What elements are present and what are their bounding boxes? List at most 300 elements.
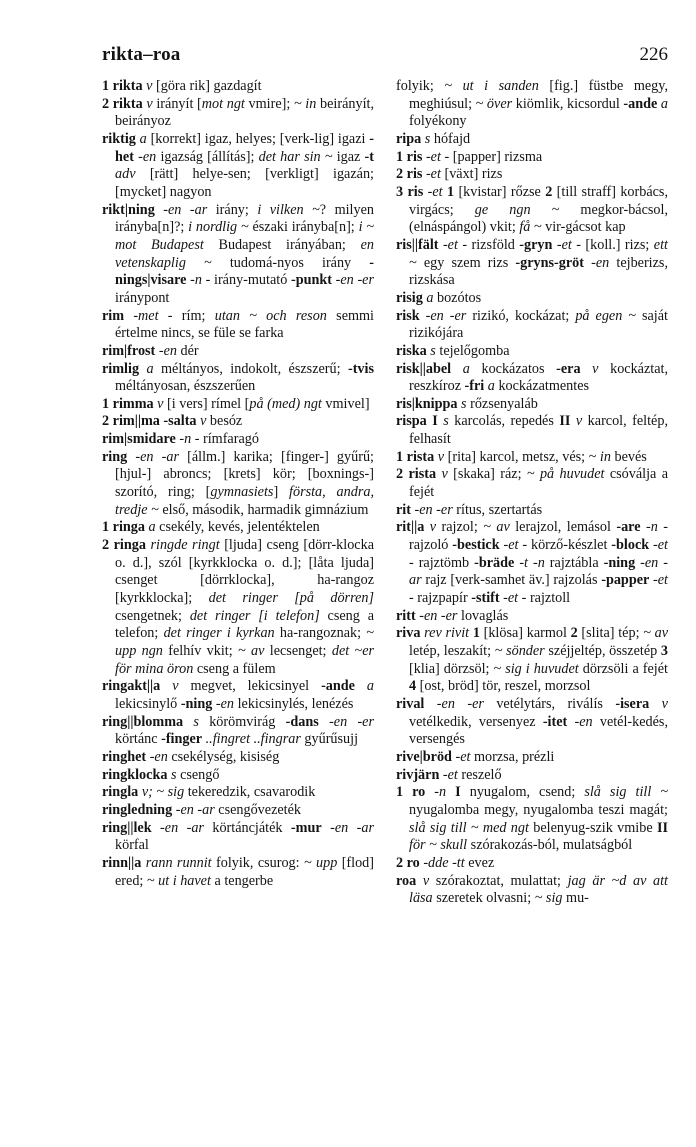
entry-text (446, 784, 455, 800)
entry-text: - rajzpapír (409, 590, 472, 607)
entry-grammar: a (484, 378, 499, 395)
entry-text: [ost, bröd] tör, reszel, morzsol (416, 678, 591, 695)
entry-text: rítus, szertartás (452, 501, 543, 518)
dictionary-entry (396, 625, 668, 696)
entry-grammar: i ~ mot Budapest (115, 219, 374, 253)
dictionary-entry (102, 537, 374, 678)
entry-headword: ringklocka (102, 766, 168, 783)
entry-text: lovaglás (457, 607, 509, 624)
entry-grammar: -en -er (419, 307, 467, 324)
dictionary-entry (102, 131, 374, 202)
dictionary-entry (396, 361, 668, 396)
entry-text: [i vers] rímel [ (167, 395, 250, 412)
entry-grammar: s (426, 342, 440, 359)
entry-text: felhív vkit; (162, 643, 239, 659)
entry-text: [klia] dörzsöl; (409, 660, 494, 677)
entry-text: folyékony (409, 113, 467, 130)
entry-grammar: ~ sig i huvudet (493, 660, 579, 677)
entry-text: [göra rik] gazdagít (156, 78, 262, 94)
entry-grammar: -en -er (424, 695, 484, 712)
entry-grammar: v (570, 413, 588, 430)
entry-grammar: v (416, 872, 436, 889)
entry-text: vir-gácsot kap (541, 219, 626, 236)
entry-grammar: -en (212, 695, 235, 712)
dictionary-entry (102, 678, 374, 713)
entry-text: [till straff] korbács, virgács; (409, 183, 668, 218)
entry-grammar: v (196, 413, 210, 430)
entry-grammar: -en -ar (154, 201, 208, 218)
entry-grammar: ~ av (238, 643, 265, 659)
entry-text: széjjeltép, összetép (544, 643, 661, 659)
entry-text: tekeredzik, csavarodik (184, 784, 316, 801)
entry-grammar: v (436, 466, 454, 483)
entry-grammar: ~ upp ngn (115, 625, 374, 659)
entry-headword: 2 rista (396, 466, 437, 483)
right-column (396, 78, 668, 908)
entry-text: mu- (562, 890, 589, 907)
entry-grammar: -met (124, 307, 159, 324)
entry-grammar: s (443, 413, 455, 430)
entry-text: - körző-készlet (518, 537, 612, 554)
entry-grammar: ~ in (293, 95, 317, 112)
entry-text: irány; (207, 201, 258, 218)
dictionary-entry (396, 873, 668, 908)
entry-headword: riska (396, 342, 427, 359)
entry-headword: ringakt||a (102, 678, 161, 695)
entry-text: kockáztat, reszkíroz (409, 360, 668, 395)
entry-text: karcol, feltép, felhasít (409, 413, 668, 448)
entry-grammar: -en (583, 254, 610, 271)
entry-text: - irány-mutató (201, 272, 291, 289)
entry-text: ] (273, 484, 290, 501)
entry-grammar: v (142, 78, 156, 94)
entry-headword: 1 rimma (102, 395, 154, 412)
entry-text: csóválja a fejét (409, 466, 668, 501)
entry-text: - [koll.] rizs; (571, 236, 654, 253)
entry-text: reszelő (457, 766, 502, 783)
entry-text: morzsa, prézli (470, 748, 555, 765)
entry-grammar: a (354, 678, 374, 695)
entry-grammar: -et (422, 148, 441, 165)
entry-headword: -papper (601, 572, 650, 589)
entry-text: karcolás, repedés (454, 413, 560, 430)
entry-grammar: a (144, 519, 160, 536)
entry-grammar: -et (499, 590, 519, 607)
dictionary-entry (102, 396, 374, 414)
entry-headword: 3 (660, 643, 668, 659)
entry-grammar: i nordlig ~ (188, 219, 249, 236)
dictionary-entry (102, 449, 374, 520)
entry-grammar: v (142, 95, 157, 112)
entry-headword: 3 ris (396, 183, 424, 200)
entry-headword: riva (396, 625, 421, 642)
entry-grammar: -et (499, 537, 519, 554)
dictionary-entry (102, 714, 374, 749)
entry-grammar: det ~er för mina öron (115, 643, 375, 677)
entry-headword: ris||fält (396, 236, 439, 253)
dictionary-entry (102, 855, 374, 890)
dictionary-entry (396, 449, 668, 467)
entry-headword: -block (611, 537, 650, 554)
entry-headword: ritt (396, 607, 416, 624)
entry-grammar: det ringer i kyrkan (163, 625, 275, 642)
dictionary-entry (396, 608, 668, 626)
dictionary-entry (102, 361, 374, 396)
entry-headword: II (559, 413, 571, 430)
entry-text: [växt] rizs (440, 166, 503, 183)
entry-text: - rím; (158, 307, 215, 324)
entry-text: [rita] karcol, metsz, vés; (447, 448, 589, 465)
entry-text: vetél-kedés, versengés (409, 713, 668, 748)
entry-grammar: -en -ar (409, 554, 668, 589)
entry-headword: rit||a (396, 519, 425, 536)
entry-text: vetélytárs, riválís (483, 695, 616, 712)
entry-grammar: ~ sig (534, 890, 563, 907)
entry-headword: 2 rikta (102, 95, 143, 112)
entry-text: körömvirág (209, 713, 286, 730)
entry-headword: 4 (409, 678, 417, 695)
entry-grammar: ~ på huvudet (526, 466, 605, 483)
entry-headword: ringledning (102, 801, 173, 818)
entry-text: ? milyen irányba[n]?; (115, 201, 374, 236)
entry-text: - rímfaragó (191, 431, 259, 448)
entry-headword: -are (616, 519, 641, 536)
entry-text: - rizsföld (457, 236, 520, 253)
entry-text: vmire]; (244, 95, 294, 112)
entry-grammar: gymnasiets (210, 484, 274, 501)
entry-text: nyugalomba megy, nyugalomba teszi magát; (409, 801, 668, 818)
dictionary-entry (102, 202, 374, 308)
entry-text: semmi értelme nincs, se füle se farka (115, 307, 375, 342)
entry-headword: ris|knippa (396, 395, 458, 412)
entry-text: - [papper] rizsma (440, 148, 543, 165)
dictionary-entry (396, 343, 668, 361)
entry-grammar: v (424, 519, 442, 536)
entry-grammar: ~ över (475, 95, 513, 112)
entry-grammar: v; ~ sig (138, 784, 185, 801)
entry-text: [állm.] karika; [finger-] gyűrű; [hjul-] abroncs; [krets] kör; [boxnings-] szorító, ring; [ (115, 448, 374, 501)
entry-text: első, második, harmadik gimnázium (158, 501, 369, 518)
entry-text: kiömlik, kicsordul (512, 95, 624, 112)
entry-text: bevés (610, 448, 647, 465)
page-header (102, 44, 668, 76)
dictionary-entry (396, 396, 668, 414)
entry-headword: -dans (285, 713, 319, 730)
entry-grammar: slå sig till ~ med ngt (409, 819, 529, 836)
entry-headword: I (455, 784, 461, 801)
entry-grammar: det ringer [på dörren] (208, 590, 374, 607)
entry-text: ha-rangoznak; (274, 625, 367, 642)
dictionary-entry (102, 343, 374, 361)
entry-grammar: ..fingret ..fingrar (202, 731, 301, 748)
entry-text: - rajzoló (409, 519, 668, 554)
entry-headword: rim|smidare (102, 431, 176, 448)
entry-grammar: ~ in (588, 448, 611, 465)
entry-headword: -fri (464, 378, 485, 395)
entry-text: iránypont (115, 289, 170, 306)
entry-text: [korrekt] igaz, helyes; [verk-lig] igazi (150, 130, 370, 147)
entry-grammar: rev rivit (420, 625, 470, 642)
dictionary-entry (102, 784, 374, 802)
entry-headword: 1 (446, 183, 455, 200)
entry-text: besóz (209, 413, 243, 430)
entry-grammar: slå sig till ~ (584, 784, 668, 801)
entry-grammar: -t -n (514, 554, 545, 571)
entry-headword: 2 (545, 183, 553, 200)
entry-grammar: få ~ (519, 219, 542, 236)
entry-text: csekély, kevés, jelentéktelen (159, 519, 320, 536)
entry-text: belenyug-szik vmibe (528, 819, 657, 836)
entry-headword: -stift (471, 590, 500, 607)
entry-grammar: mot ngt (201, 95, 245, 112)
dictionary-entry (102, 749, 374, 767)
dictionary-entry (396, 413, 668, 448)
entry-headword: roa (396, 872, 417, 889)
entry-grammar: rann runnit (141, 854, 212, 871)
entry-headword: -gryns-gröt (515, 254, 584, 271)
entry-text: szórakoztat, mulattat; (435, 872, 568, 889)
entry-grammar: i vilken ~ (257, 201, 320, 218)
entry-grammar: ett ~ (409, 236, 668, 271)
entry-grammar: ge ngn ~ (474, 201, 560, 218)
entry-headword: rispa (396, 413, 427, 430)
entry-text: rajz [verk-samhet äv.] rajzolás (421, 572, 602, 589)
entry-text: [skaka] ráz; (453, 466, 527, 483)
entry-grammar: -en -er (318, 713, 374, 730)
entry-text: - rajztömb (409, 554, 475, 571)
entry-text: tejberizs, rizskása (409, 254, 668, 289)
entry-grammar: -en -er (415, 607, 458, 624)
entry-grammar: -en (138, 148, 157, 165)
entry-grammar: ringde ringt (145, 537, 220, 554)
entry-text: dörzsöli a fejét (578, 660, 668, 677)
entry-text: [slita] tép; (577, 625, 644, 642)
entry-text: letép, leszakít; (409, 643, 495, 659)
running-head: rikta–roa (102, 44, 181, 65)
entry-text: [klösa] karmol (479, 625, 571, 642)
entry-grammar: s (421, 130, 434, 147)
entry-text: körfal (115, 837, 149, 854)
entry-grammar: v (580, 360, 611, 377)
entry-headword: I (426, 413, 444, 430)
entry-grammar: a (451, 360, 482, 377)
entry-text: egy szem rizs (416, 254, 516, 271)
entry-grammar: ~ sönder (494, 643, 545, 659)
entry-grammar: v (649, 695, 668, 712)
entry-headword: II (656, 819, 668, 836)
entry-text: északi irányba[n]; (248, 219, 359, 236)
entry-grammar: det har sin ~ (258, 148, 333, 165)
entry-headword: risk (396, 307, 420, 324)
entry-grammar: jag är ~d av att läsa (409, 872, 668, 907)
entry-grammar: -et (649, 572, 668, 589)
entry-grammar: a (139, 360, 161, 377)
entry-text: tudomá-nyos irány (211, 254, 370, 271)
entry-text: csekélység, kisiség (167, 748, 280, 765)
entry-text: saját rizikójára (409, 307, 668, 342)
entry-text: Budapest irányában; (203, 236, 361, 253)
entry-grammar: -et (439, 766, 458, 783)
entry-text: körtáncjáték (203, 819, 291, 836)
entry-headword: rive|bröd (396, 748, 452, 765)
entry-text: megvet, lekicsinyel (190, 678, 322, 695)
entry-text: lekicsinylés, lenézés (234, 695, 354, 712)
entry-text: vmivel] (321, 395, 370, 412)
entry-text: - rajztoll (518, 590, 571, 607)
entry-text: [flod] ered; (115, 854, 374, 889)
entry-headword: 1 rikta (102, 78, 143, 94)
entry-grammar: -n (175, 431, 192, 448)
entry-grammar: -en -er (331, 272, 374, 289)
entry-headword: rim|frost (102, 342, 156, 359)
entry-headword: -itet (542, 713, 568, 730)
entry-grammar: s (457, 395, 471, 412)
entry-grammar: på (med) ngt (249, 395, 322, 412)
entry-headword: risk||abel (396, 360, 452, 377)
entry-text: cseng a fülem (193, 660, 276, 677)
dictionary-entry (102, 413, 374, 431)
entry-text: kockázatmentes (498, 378, 590, 395)
entry-text: folyik; (396, 78, 445, 94)
entry-text: megkor-bácsol, (elnáspángol) vkit; (409, 201, 668, 236)
entry-grammar: v (153, 395, 168, 412)
dictionary-entry (102, 820, 374, 855)
entry-grammar: -et (451, 748, 471, 765)
entry-headword: 2 ringa (102, 537, 146, 554)
entry-grammar: -en -ar (151, 819, 204, 836)
entry-headword: rivjärn (396, 766, 440, 783)
entry-grammar: ~ av (643, 625, 668, 642)
entry-headword: 1 rista (396, 448, 435, 465)
dictionary-entry (102, 431, 374, 449)
entry-headword: 2 ris (396, 166, 423, 183)
entry-columns (102, 78, 668, 908)
entry-grammar: -n (425, 784, 447, 801)
entry-headword: -salta (163, 413, 197, 430)
entry-text: rajzol; (441, 519, 484, 536)
entry-text: [fig.] füstbe megy, meghiúsul; (409, 78, 668, 112)
entry-headword: -isera (615, 695, 650, 712)
entry-grammar: a (422, 289, 437, 306)
dictionary-entry (396, 184, 668, 237)
entry-text: lerajzol, lemásol (509, 519, 617, 536)
entry-grammar: -en -ar (172, 801, 215, 818)
entry-headword: rimlig (102, 360, 140, 377)
entry-text: rajztábla (544, 554, 604, 571)
entry-headword: 2 rim||ma (102, 413, 160, 430)
dictionary-entry (396, 855, 668, 873)
entry-grammar: ~ av (483, 519, 510, 536)
entry-headword: -finger (161, 731, 203, 748)
entry-headword: riktig (102, 130, 136, 147)
entry-text: csengővezeték (214, 801, 301, 818)
entry-text: gyűrűsujj (300, 731, 359, 748)
entry-headword: ringhet (102, 748, 147, 765)
entry-text: [ljuda] cseng [dörr-klocka o. d.], szól [kyrkklocka o. d.]; [låta ljuda] csenget [dörrklocka], ha-rangoz [kyrkklocka]; (115, 537, 374, 607)
dictionary-entry (102, 78, 374, 96)
entry-text: cseng a telefon; (115, 607, 374, 642)
entry-text: evez (464, 854, 495, 871)
entry-text: lecsenget; (264, 643, 332, 659)
entry-text: vetélkedik, versenyez (409, 713, 543, 730)
dictionary-entry (396, 131, 668, 149)
dictionary-entry (396, 502, 668, 520)
entry-headword: -ning (180, 695, 213, 712)
entry-text: szórakozás-ból, mulatságból (467, 837, 633, 854)
entry-text: folyik, csurog: (211, 854, 304, 871)
entry-headword: -bräde (474, 554, 515, 571)
entry-headword: rival (396, 695, 425, 712)
entry-grammar: -en (155, 342, 177, 359)
entry-grammar: första, andra, tredje ~ (115, 484, 374, 518)
entry-text: szeretek olvasni; (432, 890, 535, 907)
entry-grammar: det ringer [i telefon] (189, 607, 320, 624)
dictionary-entry (396, 696, 668, 749)
entry-grammar: a (657, 95, 668, 112)
dictionary-entry (396, 767, 668, 785)
entry-text: [rätt] helye-sen; [verkligt] igazán; [mycket] nagyon (115, 166, 374, 200)
entry-text: beirányít, beirányoz (115, 95, 374, 130)
entry-headword: -ning (603, 554, 636, 571)
entry-headword: -t (364, 148, 374, 165)
entry-text: csengő (180, 766, 220, 783)
entry-text: [kvistar] rőzse (454, 183, 546, 200)
entry-grammar: v (434, 448, 448, 465)
entry-grammar: s (183, 713, 210, 730)
entry-headword: -punkt (290, 272, 332, 289)
entry-headword: ring (102, 448, 128, 465)
dictionary-entry (396, 784, 668, 855)
entry-headword: ring||lek (102, 819, 152, 836)
entry-grammar: -et (423, 183, 443, 200)
entry-headword: -era (556, 360, 581, 377)
entry-grammar: utan ~ och reson (214, 307, 327, 324)
entry-grammar: adv (115, 166, 150, 183)
entry-grammar: -n (640, 519, 658, 536)
dictionary-entry (396, 466, 668, 501)
entry-grammar: en vetenskaplig ~ (115, 236, 374, 271)
entry-headword: rim (102, 307, 125, 324)
dictionary-entry (396, 149, 668, 167)
entry-grammar: v (160, 678, 191, 695)
entry-grammar: -et (552, 236, 572, 253)
entry-grammar: -en -ar (127, 448, 179, 465)
dictionary-entry (396, 290, 668, 308)
dictionary-entry (102, 519, 374, 537)
dictionary-entry (102, 96, 374, 131)
entry-text: igazság [állítás]; (156, 148, 259, 165)
entry-text: csengetnek; (115, 607, 190, 624)
entry-headword: rikt|ning (102, 201, 155, 218)
entry-grammar: för ~ skull (409, 837, 468, 854)
entry-text: méltányosan, észszerűen (115, 378, 256, 395)
entry-headword: 2 (570, 625, 578, 642)
entry-headword: 1 (472, 625, 480, 642)
entry-grammar: -n (186, 272, 202, 289)
dictionary-entry (396, 519, 668, 607)
left-column (102, 78, 374, 908)
entry-headword: ripa (396, 130, 422, 147)
entry-headword: rit (396, 501, 411, 518)
entry-grammar: -en -ar (321, 819, 374, 836)
entry-text: dér (176, 342, 199, 359)
entry-headword: rinn||a (102, 854, 142, 871)
entry-headword: 2 ro (396, 854, 420, 871)
entry-grammar: -et (422, 166, 441, 183)
entry-grammar: på egen ~ (575, 307, 636, 324)
entry-grammar: -en (567, 713, 593, 730)
entry-grammar: -en -er (410, 501, 453, 518)
